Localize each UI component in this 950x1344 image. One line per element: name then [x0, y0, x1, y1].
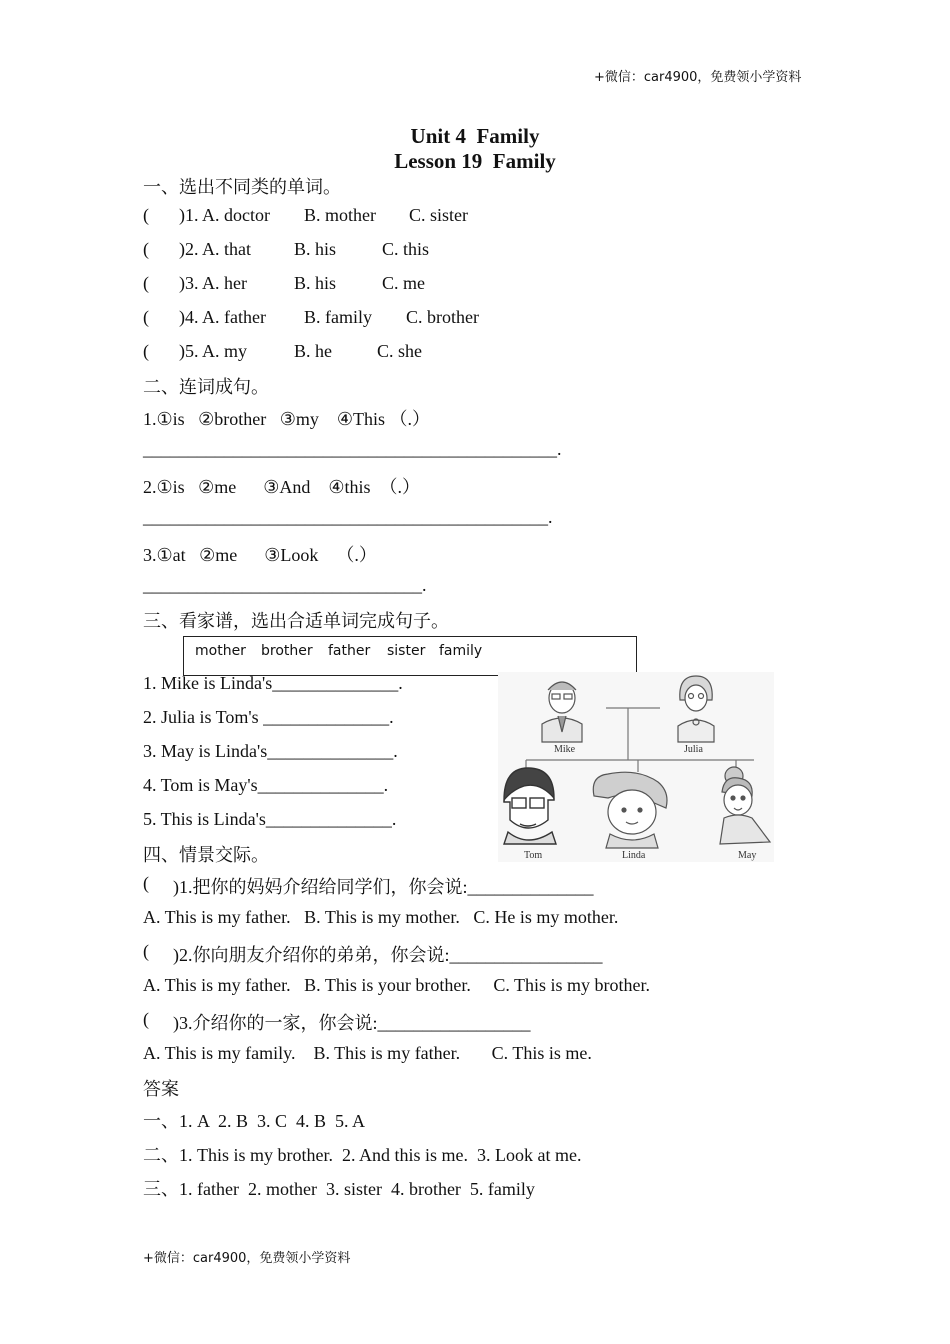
section4-heading: 四、情景交际。: [143, 845, 269, 865]
option-b: B. his: [294, 273, 337, 293]
answer-paren: (: [143, 205, 149, 225]
word-bank-item: brother: [261, 643, 313, 659]
word-bank-item: mother: [195, 643, 246, 659]
family-tree-illustration: [498, 672, 774, 862]
word-bank-item: father: [328, 643, 371, 659]
answer-key-line: 三、1. father 2. mother 3. sister 4. brother 5. family: [143, 1179, 535, 1199]
lesson-title: Lesson 19 Family: [394, 149, 556, 173]
option-c: C. this: [382, 239, 430, 259]
option-b: B. family: [304, 307, 372, 327]
fill-blank-sentence: 5. This is Linda's______________.: [143, 809, 397, 829]
option-c: C. sister: [409, 205, 469, 225]
tree-label-tom: Tom: [524, 850, 543, 861]
answer-paren: (: [143, 239, 149, 259]
answer-paren: (: [143, 307, 149, 327]
option-c: C. she: [377, 341, 422, 361]
answer-paren: (: [143, 873, 149, 893]
answer-line: _____________________________________________.: [143, 507, 553, 527]
situation-question: )1.把你的妈妈介绍给同学们，你会说:______________: [173, 877, 594, 897]
option-c: C. brother: [406, 307, 479, 327]
item-number-a: )3. A. her: [179, 273, 247, 293]
fill-blank-sentence: 2. Julia is Tom's ______________.: [143, 707, 394, 727]
situation-options: A. This is my father. B. This is my mother. C. He is my mother.: [143, 907, 619, 927]
option-c: C. me: [382, 273, 425, 293]
unit-title: Unit 4 Family: [410, 124, 540, 148]
answer-line: ______________________________________________.: [143, 439, 562, 459]
word-order-prompt: 2.①is ②me ③And ④this （.）: [143, 477, 421, 497]
answer-paren: (: [143, 341, 149, 361]
option-b: B. mother: [304, 205, 376, 225]
fill-blank-sentence: 1. Mike is Linda's______________.: [143, 673, 403, 693]
item-number-a: )4. A. father: [179, 307, 266, 327]
answer-key-line: 一、1. A 2. B 3. C 4. B 5. A: [143, 1111, 366, 1131]
option-b: B. his: [294, 239, 337, 259]
answer-paren: (: [143, 273, 149, 293]
word-order-prompt: 1.①is ②brother ③my ④This （.）: [143, 409, 431, 429]
answer-line: _______________________________.: [143, 575, 427, 595]
answer-key-line: 二、1. This is my brother. 2. And this is me. 3. Look at me.: [143, 1145, 582, 1165]
section3-heading: 三、看家谱，选出合适单词完成句子。: [143, 611, 449, 631]
fill-blank-sentence: 4. Tom is May's______________.: [143, 775, 389, 795]
word-order-prompt: 3.①at ②me ③Look （.）: [143, 545, 377, 565]
tree-label-mike: Mike: [554, 744, 576, 755]
item-number-a: )1. A. doctor: [179, 205, 270, 225]
section1-heading: 一、选出不同类的单词。: [143, 177, 341, 197]
answer-paren: (: [143, 941, 149, 961]
item-number-a: )5. A. my: [179, 341, 248, 361]
situation-question: )2.你向朋友介绍你的弟弟，你会说:_________________: [173, 945, 603, 965]
footer-note: +微信：car4900，免费领小学资料: [143, 1251, 351, 1266]
situation-question: )3.介绍你的一家，你会说:_________________: [173, 1013, 531, 1033]
word-bank: [183, 636, 637, 676]
section2-heading: 二、连词成句。: [143, 377, 269, 397]
header-note: +微信：car4900，免费领小学资料: [594, 70, 802, 85]
word-bank-item: family: [439, 643, 483, 659]
word-bank-item: sister: [387, 643, 426, 659]
answer-paren: (: [143, 1009, 149, 1029]
item-number-a: )2. A. that: [179, 239, 251, 259]
tree-label-julia: Julia: [684, 744, 703, 755]
option-b: B. he: [294, 341, 332, 361]
fill-blank-sentence: 3. May is Linda's______________.: [143, 741, 398, 761]
situation-options: A. This is my family. B. This is my father. C. This is me.: [143, 1043, 592, 1063]
tree-label-may: May: [738, 850, 757, 861]
answers-heading: 答案: [143, 1079, 179, 1099]
situation-options: A. This is my father. B. This is your brother. C. This is my brother.: [143, 975, 650, 995]
tree-label-linda: Linda: [622, 850, 646, 861]
